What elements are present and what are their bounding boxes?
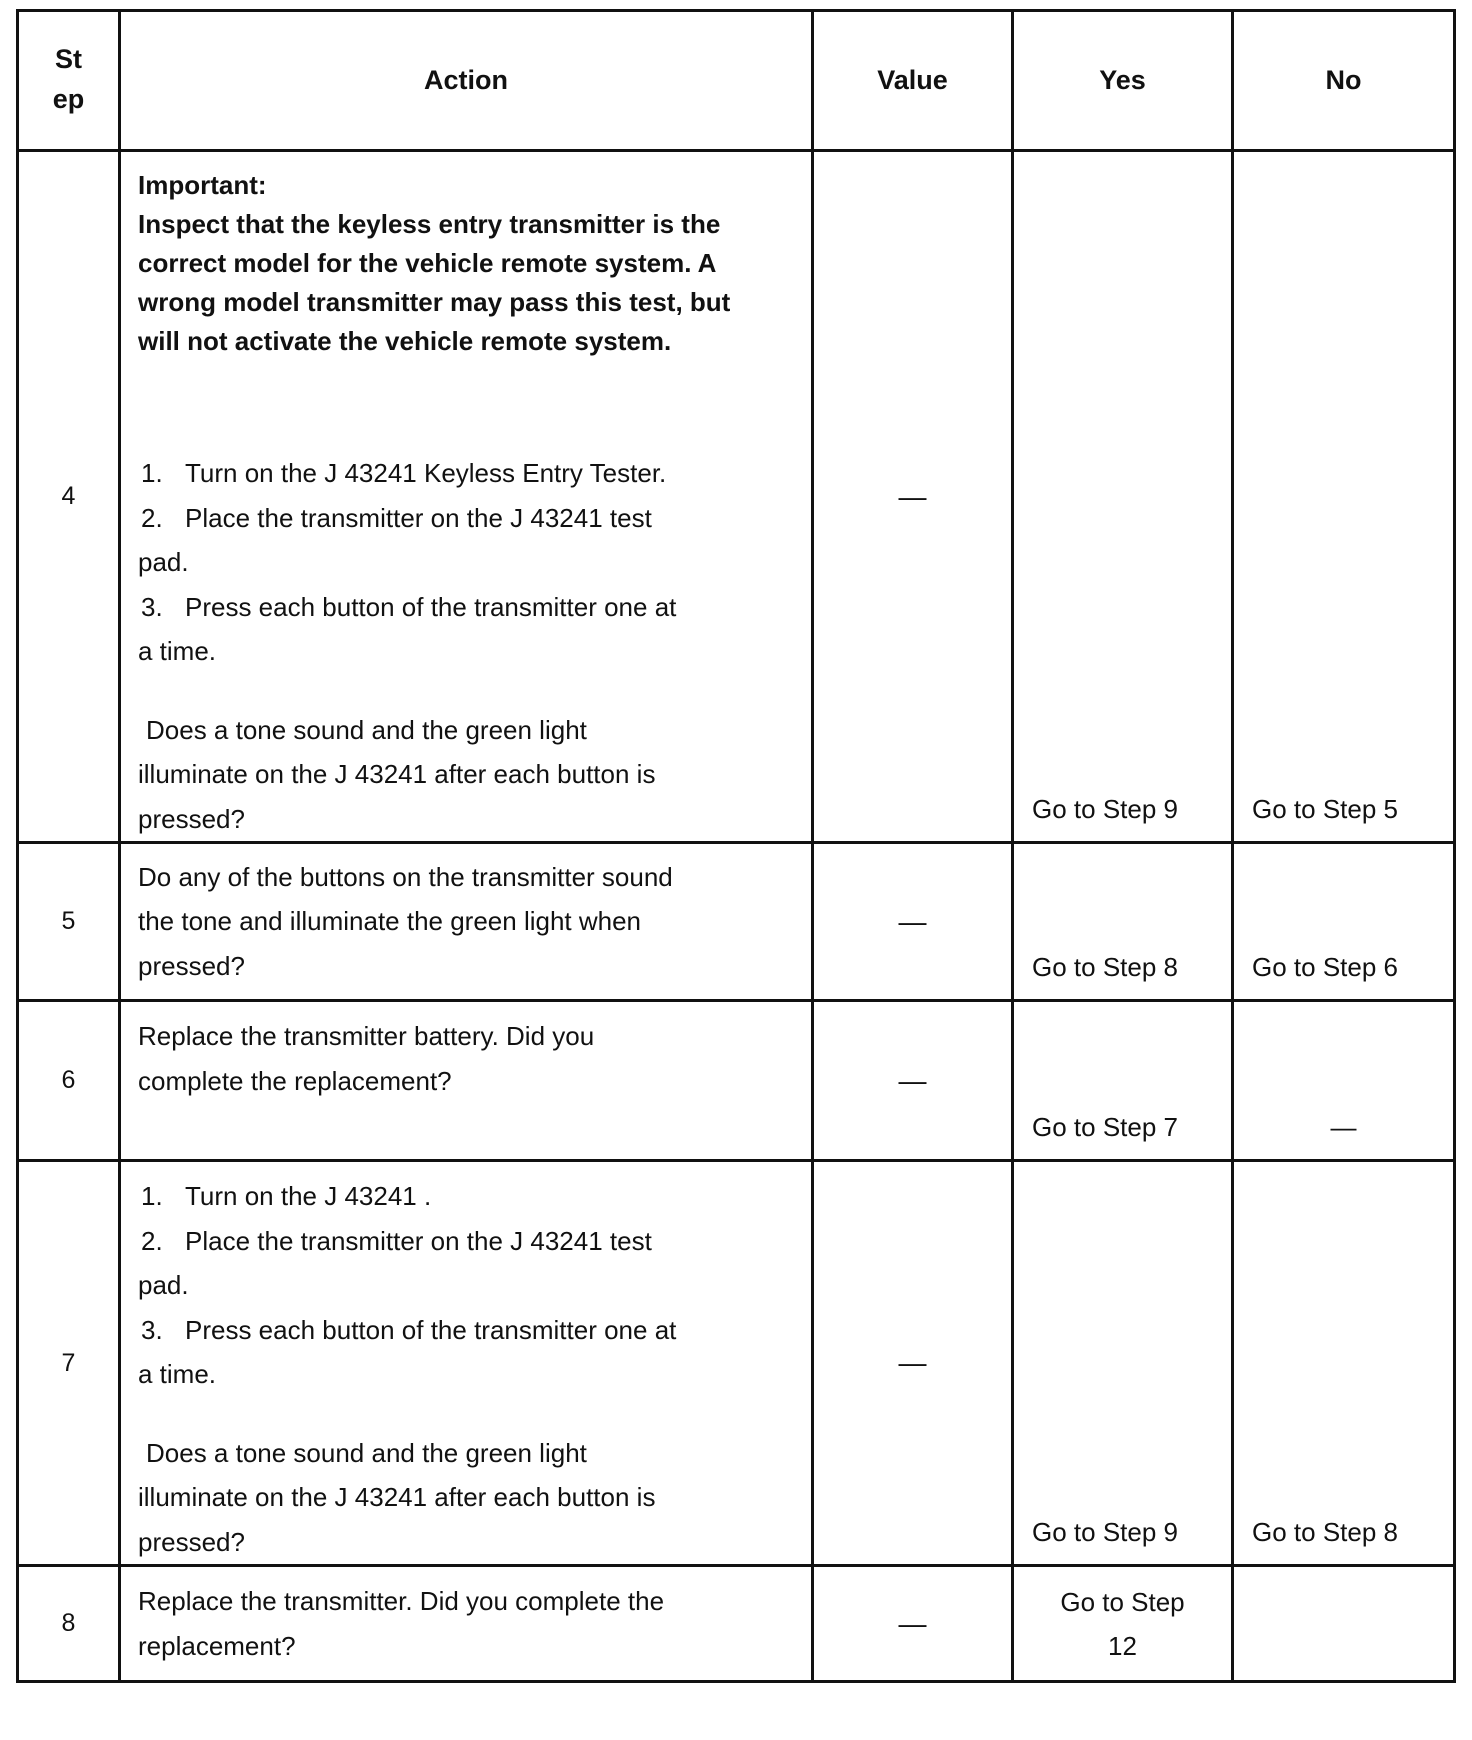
action-cell: 1. Turn on the J 43241 . 2. Place the transmitter on the J 43241 test pad. 3. Press each button of the transmitter one at a time. Does a tone sound and the green light illuminate on the J 43241 after each button is pressed?: [120, 1161, 813, 1566]
header-step-line2: ep: [52, 83, 85, 114]
yes-link[interactable]: Go to Step 8: [1013, 843, 1233, 1001]
no-link[interactable]: Go to Step 6: [1233, 843, 1455, 1001]
list-item: 1. Turn on the J 43241 Keyless Entry Tester.: [141, 458, 667, 488]
yes-link[interactable]: Go to Step 7: [1013, 1001, 1233, 1161]
value-cell: —: [813, 1161, 1013, 1566]
header-no: No: [1233, 11, 1455, 151]
important-note: Important: Inspect that the keyless entry transmitter is the correct model for the vehicle remote system. A wrong model transmitter may pass this test, but will not activate the vehicle remote system.: [138, 152, 795, 361]
action-cell: Replace the transmitter battery. Did you complete the replacement?: [120, 1001, 813, 1161]
table-row-step-5: [18, 843, 1455, 1001]
action-cell: Do any of the buttons on the transmitter sound the tone and illuminate the green light when pressed?: [120, 843, 813, 1001]
step-number: 8: [18, 1566, 120, 1682]
yes-link[interactable]: Go to Step 12: [1013, 1566, 1233, 1682]
question-line: Does a tone sound and the green light: [146, 714, 587, 745]
question-line: illuminate on the J 43241 after each button is: [138, 1482, 656, 1512]
value-cell: —: [813, 1566, 1013, 1682]
header-action: Action: [120, 11, 813, 151]
list-item: 2. Place the transmitter on the J 43241 test: [141, 1225, 652, 1256]
table-row-step-4: [18, 151, 1455, 843]
list-item: 2. Place the transmitter on the J 43241 test: [141, 502, 652, 533]
no-link[interactable]: Go to Step 5: [1233, 151, 1455, 843]
step-number: 6: [18, 1001, 120, 1161]
header-step-line1: St: [55, 43, 82, 74]
header-value: Value: [813, 11, 1013, 151]
question-line: pressed?: [138, 1526, 245, 1557]
no-cell: [1233, 1566, 1455, 1682]
step-number: 5: [18, 843, 120, 1001]
question-line: illuminate on the J 43241 after each button is: [138, 759, 656, 789]
header-step: [18, 11, 120, 151]
no-link[interactable]: Go to Step 8: [1233, 1161, 1455, 1566]
header-yes: Yes: [1013, 11, 1233, 151]
value-cell: —: [813, 1001, 1013, 1161]
header-row: [18, 11, 1455, 151]
list-item: 3. Press each button of the transmitter one at: [141, 591, 677, 622]
step-number: 4: [18, 151, 120, 843]
important-label: Important:: [138, 170, 267, 200]
table-row-step-8: [18, 1566, 1455, 1682]
question-line: pressed?: [138, 803, 245, 834]
table-row-step-7: [18, 1161, 1455, 1566]
yes-link[interactable]: Go to Step 9: [1013, 151, 1233, 843]
list-item: 1. Turn on the J 43241 .: [141, 1181, 432, 1211]
value-cell: —: [813, 151, 1013, 843]
yes-link[interactable]: Go to Step 9: [1013, 1161, 1233, 1566]
step-number: 7: [18, 1161, 120, 1566]
action-cell: Replace the transmitter. Did you complete the replacement?: [120, 1566, 813, 1682]
question-line: Does a tone sound and the green light: [146, 1437, 587, 1468]
no-value: —: [1233, 1001, 1455, 1161]
value-cell: —: [813, 843, 1013, 1001]
diagnostic-table: [16, 9, 1456, 1683]
table-row-step-6: [18, 1001, 1455, 1161]
action-cell: Important: Inspect that the keyless entry transmitter is the correct model for the vehicle remote system. A wrong model transmitter may pass this test, but will not activate the vehicle remote system. 1. Turn on the J 43241 Keyless Entry Tester. 2. Place the transmitter on the J 43241 test pad. 3. Press each button of the transmitter one at a time. Does a tone sound and the green light illuminate on the J 43241 after each button is pressed?: [120, 151, 813, 843]
list-item: 3. Press each button of the transmitter one at: [141, 1314, 677, 1345]
